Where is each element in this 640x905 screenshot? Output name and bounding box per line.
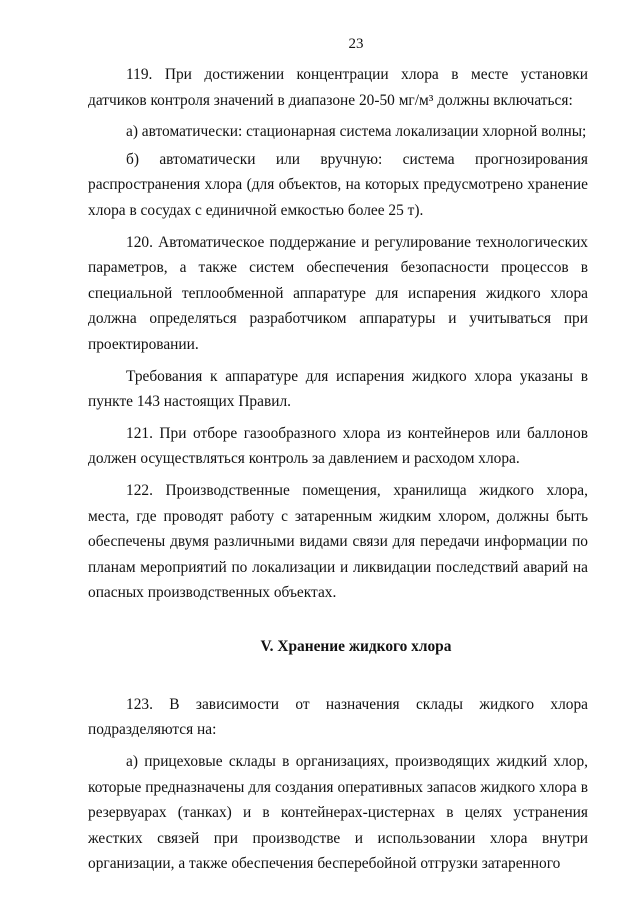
page-number: 23 [348,36,364,52]
paragraph-122: 122. Производственные помещения, хранилища жидкого хлора, места, где проводят работу с затаренным жидким хлором, должны быть обеспечены двумя различными видами связи для передачи информации по планам мероприятий по локализации и ликвидации последствий аварий на опасных производственных объектах. [88,481,588,602]
paragraph-121: 121. При отборе газообразного хлора из контейнеров или баллонов должен осуществляться контроль за давлением и расходом хлора. [88,424,588,468]
paragraph-123-a: а) прицеховые склады в организациях, производящих жидкий хлор, которые предназначены для создания оперативных запасов жидкого хлора в резервуарах (танках) и в контейнерах-цистернах в целях устранения жестких связей при производстве и использовании хлора внутри организации, а также обеспечения бесперебойной отгрузки затаренного [88,753,588,873]
section-title: V. Хранение жидкого хлора [260,637,452,655]
paragraph-120-requirements: Требования к аппаратуре для испарения жидкого хлора указаны в пункте 143 настоящих Правил. [88,367,588,411]
paragraph-119: 119. При достижении концентрации хлора в месте установки датчиков контроля значений в диапазоне 20-50 мг/м³ должны включаться: [88,66,588,109]
paragraph-119-a: а) автоматически: стационарная система локализации хлорной волны; [126,123,587,141]
paragraph-119-b: б) автоматически или вручную: система прогнозирования распространения хлора (для объектов, на которых предусмотрено хранение хлора в сосудах с единичной емкостью более 25 т). [88,150,588,219]
paragraph-123: 123. В зависимости от назначения склады жидкого хлора подразделяются на: [88,695,588,739]
paragraph-120: 120. Автоматическое поддержание и регулирование технологических параметров, а также систем обеспечения безопасности процессов в специальной теплообменной аппаратуре для испарения жидкого хлора должна определяться разработчиком аппаратуры и учитываться при проектировании. [88,233,588,353]
